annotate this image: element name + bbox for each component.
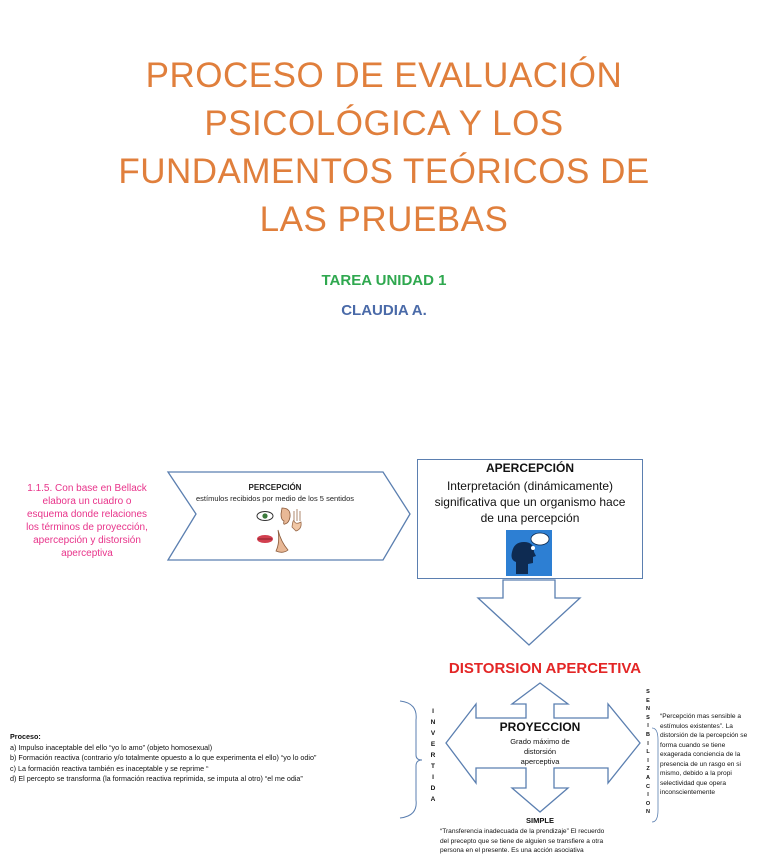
letter: E (646, 697, 650, 704)
thinking-head-icon (506, 530, 552, 576)
letter: Z (646, 766, 650, 773)
letter: N (646, 706, 650, 713)
invertida-label (428, 706, 438, 805)
simple-title: SIMPLE (526, 816, 554, 825)
apercepcion-line: Interpretación (dinámicamente) (446, 479, 614, 493)
letter: A (646, 774, 650, 781)
hand-icon (292, 509, 301, 531)
letter: I (647, 740, 649, 747)
intro-line: elabora un cuadro o (42, 496, 132, 507)
proyeccion-text (497, 737, 583, 767)
sensibilizacion-line: distorsión de la percepción se (660, 732, 748, 739)
title-line-4: LAS PRUEBAS (259, 200, 509, 239)
proceso-item: d) El percepto se transforma (la formación reactiva reprimida, se imputa al otro) “el me odia” (10, 774, 303, 783)
proceso-item: a) Impulso inaceptable del ello “yo lo amo” (objeto homosexual) (10, 742, 213, 752)
intro-line: 1.1.5. Con base en Bellack (27, 483, 147, 494)
title-line-1: PROCESO DE EVALUACIÓN (145, 56, 623, 95)
nose-icon (276, 530, 288, 552)
letter: A (430, 796, 436, 803)
title-line-3: FUNDAMENTOS TEÓRICOS DE (118, 152, 650, 191)
title-line-2: PSICOLÓGICA Y LOS (204, 104, 564, 143)
author-label: CLAUDIA A. (341, 302, 427, 319)
letter: C (646, 783, 650, 790)
letter: I (647, 792, 649, 799)
proyeccion-line: distorsión (523, 747, 557, 756)
simple-line: persona en el presente. Es una acción asociativa (440, 847, 584, 854)
sensibilizacion-label (643, 688, 653, 817)
distorsion-title: DISTORSION APERCETIVA (448, 660, 642, 677)
intro-line: esquema donde relaciones (26, 509, 148, 520)
sensibilizacion-line: selectividad que opera (660, 779, 726, 787)
ear-icon (281, 508, 290, 524)
percepcion-text: estímulos recibidos por medio de los 5 sentidos (196, 494, 354, 503)
apercepcion-line: significativa que un organismo hace (434, 495, 626, 509)
letter: S (646, 714, 650, 721)
letter: T (431, 763, 435, 770)
letter: I (647, 757, 649, 764)
simple-line: del precepto que se tiene de alguien se transfiere a otra (440, 837, 604, 845)
letter: N (430, 719, 436, 726)
letter: I (647, 723, 649, 730)
proceso-item: b) Formación reactiva (contrario y/o totalmente opuesto a lo que experimenta el ello) “yo lo odio” (10, 753, 317, 762)
sensibilizacion-line: inconscientemente (660, 789, 715, 796)
proceso-item: c) La formación reactiva también es inaceptable y se reprime “ (10, 763, 209, 773)
apercepcion-text (425, 478, 635, 526)
simple-text (440, 827, 645, 856)
down-arrow (478, 580, 580, 645)
proceso-heading: Proceso: (10, 732, 41, 741)
percepcion-title: PERCEPCIÓN (248, 483, 302, 492)
sensibilizacion-text (660, 712, 766, 798)
letter: N (646, 809, 650, 816)
intro-line: aperceptiva (61, 548, 113, 559)
senses-icon (254, 505, 304, 557)
intro-line: apercepción y distorsión (33, 535, 141, 546)
letter: R (430, 752, 436, 759)
proceso-list (10, 732, 400, 785)
sensibilizacion-line: forma cuando se tiene (660, 741, 726, 749)
letter: V (430, 730, 436, 737)
sensibilizacion-line: mismo, debido a la propi (660, 770, 732, 777)
sensibilizacion-line: “Percepción mas sensible a (660, 713, 741, 720)
proyeccion-line: Grado máximo de (510, 737, 570, 746)
letter: D (430, 785, 436, 792)
apercepcion-line: de una percepción (480, 511, 580, 525)
proyeccion-line: aperceptiva (520, 757, 560, 766)
intro-line: los términos de proyección, (26, 522, 148, 533)
proyeccion-title: PROYECCION (499, 720, 581, 734)
letter: E (430, 741, 436, 748)
letter: I (432, 708, 434, 715)
letter: O (645, 800, 651, 807)
task-label: TAREA UNIDAD 1 (321, 272, 447, 289)
letter: L (646, 749, 650, 756)
sensibilizacion-line: estímulos existentes”. La (660, 722, 733, 730)
sensibilizacion-line: exagerada conciencia de la (660, 751, 741, 758)
left-bracket (400, 701, 422, 818)
letter: B (646, 731, 650, 738)
apercepcion-title: APERCEPCIÓN (485, 461, 574, 475)
simple-line: “Transferencia inadecuada de la prendizaje” El recuerdo (440, 828, 605, 835)
letter: I (432, 774, 434, 781)
sensibilizacion-line: presencia de un rasgo en si (660, 760, 742, 768)
letter: S (646, 689, 650, 695)
